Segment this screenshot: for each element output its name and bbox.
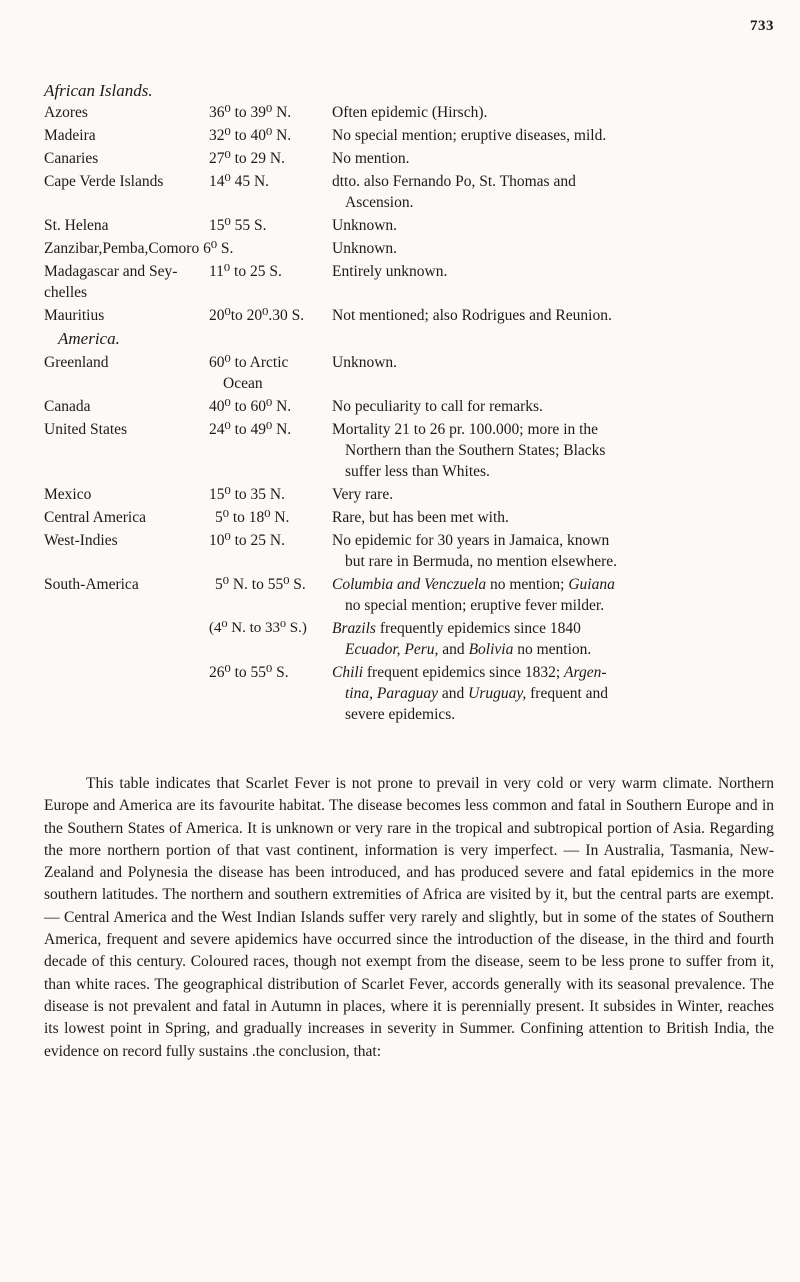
place-cell: South-America <box>44 576 139 593</box>
place-cell: Greenland <box>44 354 109 371</box>
note-line: Mortality 21 to 26 pr. 100.000; more in the <box>332 421 599 438</box>
country-name: Columbia and Venczuela <box>332 576 487 593</box>
latitude-cell: (4⁰ N. to 33⁰ S.) <box>209 620 307 636</box>
table-row <box>44 484 774 505</box>
place-cell: Canada <box>44 398 91 415</box>
note-cell: Very rare. <box>332 486 394 503</box>
note-cell: No peculiarity to call for remarks. <box>332 398 543 415</box>
latitude-cell: 15⁰ to 35 N. <box>209 486 285 503</box>
place-cell: Mexico <box>44 486 92 503</box>
note-cell <box>332 618 774 660</box>
latitude-cell: 10⁰ to 25 N. <box>209 532 285 549</box>
latitude-cell <box>209 352 332 394</box>
note-cell: Rare, but has been met with. <box>332 509 509 526</box>
body-paragraph: This table indicates that Scarlet Fever is not prone to prevail in very cold or very warm climate. Northern Europe and America are its favourite habitat. The disease becomes less common and fatal in Southern Europe and in the Southern States of America. It is unknown or very rare in the tropical and subtropical portion of Asia. Regarding the more northern portion of that vast continent, information is very imperfect. — In Australia, Tasmania, New-Zealand and Polynesia the disease has been introduced, and has produced severe and fatal epidemics in the more southern latitudes. The northern and southern extremities of Africa are visited by it, but the central parts are exempt. — Central America and the West Indian Islands suffer very rarely and slightly, but in some of the states of Southern America, frequent and severe apidemics have occurred since the introduction of the disease, in the third and fourth decade of this century. Coloured races, though not exempt from the disease, seem to be less prone to suffer from it, than white races. The geographical distribution of Scarlet Fever, accords generally with its seasonal prevalence. The disease is not prevalent and fatal in Autumn in places, where it is perennially present. It subsides in Winter, reaches its lowest point in Spring, and gradually increases in severity in Summer. Confining attention to British India, the evidence on record fully sustains .the conclusion, that: <box>44 775 774 1060</box>
place-cell: Canaries <box>44 150 99 167</box>
note-text: no mention. <box>513 641 592 658</box>
note-text: and <box>438 685 469 702</box>
table-row <box>44 530 774 572</box>
note-line: dtto. also Fernando Po, St. Thomas and <box>332 173 576 190</box>
page-number: 733 <box>750 18 774 34</box>
note-line: Northern than the Southern States; Blacks <box>345 442 606 459</box>
latitude-cell: 24⁰ to 49⁰ N. <box>209 421 292 438</box>
note-cell: Unknown. <box>332 240 398 257</box>
note-line <box>332 618 774 639</box>
latitude-cell: 5⁰ N. to 55⁰ S. <box>215 576 306 593</box>
note-text: no mention; <box>486 576 569 593</box>
note-line: Ascension. <box>345 194 414 211</box>
note-line <box>332 683 774 704</box>
table-row <box>44 419 774 482</box>
place-line: chelles <box>44 284 88 301</box>
note-cell: No special mention; eruptive diseases, mild. <box>332 127 607 144</box>
section-heading-african-islands <box>44 80 774 101</box>
country-name: Chili <box>332 664 364 681</box>
place-cell <box>44 662 209 725</box>
country-name: tina, Paraguay <box>345 685 438 702</box>
section-heading-america <box>44 328 774 349</box>
place-cell: West-Indies <box>44 532 118 549</box>
country-name: Uruguay, <box>468 685 527 702</box>
table-row <box>44 507 774 528</box>
scarlet-fever-distribution-table <box>44 80 774 727</box>
table-row <box>44 396 774 417</box>
table-row <box>44 102 774 123</box>
note-cell <box>332 574 774 616</box>
note-cell: Often epidemic (Hirsch). <box>332 104 488 121</box>
table-row <box>44 171 774 213</box>
place-cell: Mauritius <box>44 307 105 324</box>
note-text: frequent epidemics since 1832; <box>363 664 565 681</box>
note-cell <box>332 419 774 482</box>
place-cell: St. Helena <box>44 217 109 234</box>
note-cell: No mention. <box>332 150 410 167</box>
place-cell: Madeira <box>44 127 96 144</box>
table-row <box>44 305 774 326</box>
section-title: America. <box>58 329 120 348</box>
latitude-cell: 26⁰ to 55⁰ S. <box>209 664 289 681</box>
section-title: African Islands. <box>44 81 153 100</box>
latitude-cell: 14⁰ 45 N. <box>209 173 270 190</box>
note-cell: Unknown. <box>332 354 398 371</box>
country-name: Bolivia <box>468 641 514 658</box>
note-cell <box>332 530 774 572</box>
note-line <box>332 639 774 660</box>
table-row <box>44 125 774 146</box>
latitude-line: 60⁰ to Arctic <box>209 354 289 371</box>
place-latitude-cell: Zanzibar,Pemba,Comoro 6⁰ S. <box>44 240 234 257</box>
latitude-cell: 11⁰ to 25 S. <box>209 263 282 280</box>
place-cell: Central America <box>44 509 146 526</box>
place-cell <box>44 261 209 303</box>
country-name: Ecuador, Peru, <box>345 641 439 658</box>
note-cell: Not mentioned; also Rodrigues and Reunion. <box>332 307 612 324</box>
note-text: frequent and <box>526 685 609 702</box>
place-cell <box>44 618 209 660</box>
place-cell: Cape Verde Islands <box>44 173 164 190</box>
note-text: frequently epidemics since 1840 <box>375 620 581 637</box>
note-line: suffer less than Whites. <box>345 463 490 480</box>
latitude-cell: 40⁰ to 60⁰ N. <box>209 398 292 415</box>
table-row <box>44 352 774 394</box>
note-cell <box>332 171 774 213</box>
note-line <box>332 662 774 683</box>
note-line: severe epidemics. <box>345 706 456 723</box>
latitude-cell: 5⁰ to 18⁰ N. <box>215 509 290 526</box>
note-cell <box>332 662 774 725</box>
place-line: Madagascar and Sey- <box>44 263 178 280</box>
note-text: and <box>438 641 469 658</box>
note-cell: Unknown. <box>332 217 398 234</box>
place-cell: Azores <box>44 104 88 121</box>
note-line: No epidemic for 30 years in Jamaica, known <box>332 532 610 549</box>
latitude-cell: 15⁰ 55 S. <box>209 217 267 234</box>
place-cell: United States <box>44 421 128 438</box>
table-row <box>44 574 774 616</box>
note-cell: Entirely unknown. <box>332 263 448 280</box>
latitude-cell: 32⁰ to 40⁰ N. <box>209 127 292 144</box>
table-row <box>44 238 774 259</box>
note-line <box>332 574 774 595</box>
latitude-line: Ocean <box>223 375 263 392</box>
latitude-cell: 36⁰ to 39⁰ N. <box>209 104 292 121</box>
country-name: Argen- <box>564 664 607 681</box>
country-name: Brazils <box>332 620 376 637</box>
table-row <box>44 215 774 236</box>
latitude-cell: 20⁰to 20⁰.30 S. <box>209 307 305 324</box>
note-line: but rare in Bermuda, no mention elsewhere. <box>345 553 618 570</box>
table-row <box>44 662 774 725</box>
table-row <box>44 618 774 660</box>
country-name: Guiana <box>568 576 615 593</box>
table-row <box>44 148 774 169</box>
latitude-cell: 27⁰ to 29 N. <box>209 150 285 167</box>
table-row <box>44 261 774 303</box>
note-line: no special mention; eruptive fever milder. <box>345 597 605 614</box>
